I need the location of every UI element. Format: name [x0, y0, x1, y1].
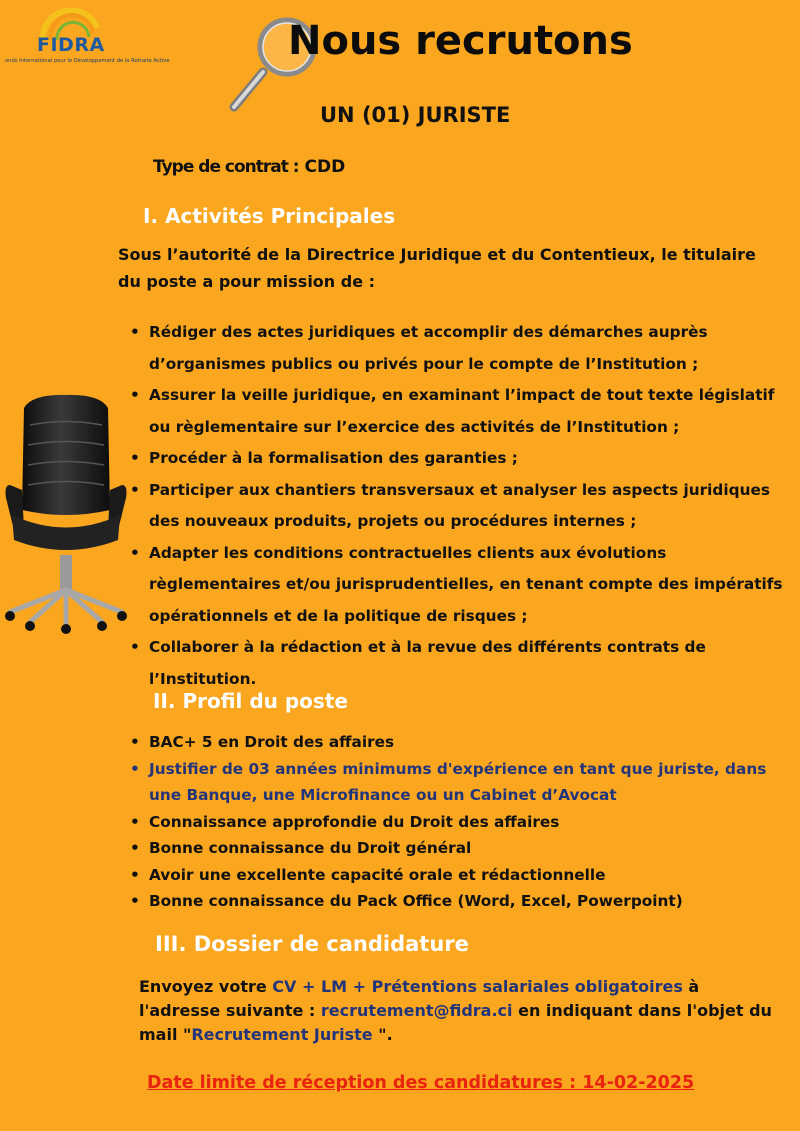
activities-list	[118, 317, 790, 695]
list-item: • Collaborer à la rédaction et à la revue des différents contrats de l’Institution.	[118, 632, 790, 695]
mail-subject: Recrutement Juriste	[191, 1025, 379, 1044]
list-item: • Justifier de 03 années minimums d'expérience en tant que juriste, dans une Banque, une Microfinance ou un Cabinet d’Avocat	[118, 756, 783, 809]
list-item: • Participer aux chantiers transversaux et analyser les aspects juridiques des nouveaux produits, projets ou procédures internes ;	[118, 475, 790, 538]
contract-type-label: Type de contrat :	[153, 157, 299, 177]
required-documents: CV + LM + Prétentions salariales obligatoires	[272, 977, 683, 996]
fidra-logo	[5, 6, 170, 70]
instruction-text: ".	[378, 1025, 393, 1044]
list-item: • Connaissance approfondie du Droit des affaires	[118, 809, 783, 836]
list-item: • Adapter les conditions contractuelles clients aux évolutions règlementaires et/ou jurisprudentielles, en tenant compte des impératifs opérationnels et de la politique de risques ;	[118, 538, 790, 633]
application-email[interactable]: recrutement@fidra.ci	[320, 1001, 513, 1020]
section-heading-application: III. Dossier de candidature	[155, 932, 469, 956]
list-item: • Rédiger des actes juridiques et accomplir des démarches auprès d’organismes publics ou privés pour le compte de l’Institution ;	[118, 317, 790, 380]
section-heading-activities: I. Activités Principales	[143, 204, 396, 228]
office-chair-image	[2, 390, 130, 635]
contract-type	[153, 157, 345, 177]
list-item: • Assurer la veille juridique, en examinant l’impact de tout texte législatif ou règlementaire sur l’exercice des activités de l’Institution ;	[118, 380, 790, 443]
list-item: • Procéder à la formalisation des garanties ;	[118, 443, 790, 475]
instruction-text: Envoyez votre	[139, 977, 273, 996]
logo-tagline: onds International pour le Développement de la Retraite Active	[5, 58, 170, 64]
instruction-text: à l'adresse suivante :	[139, 977, 700, 1020]
logo-wordmark: FIDRA	[37, 34, 105, 56]
list-item: • Bonne connaissance du Droit général	[118, 835, 783, 862]
activities-intro: Sous l’autorité de la Directrice Juridique et du Contentieux, le titulaire du poste a pour mission de :	[118, 245, 756, 291]
list-item: • BAC+ 5 en Droit des affaires	[118, 729, 783, 756]
list-item: • Avoir une excellente capacité orale et rédactionnelle	[118, 862, 783, 889]
job-title: UN (01) JURISTE	[320, 103, 511, 127]
instruction-text: en indiquant dans l'objet du mail "	[139, 1001, 772, 1044]
contract-type-value: CDD	[304, 157, 346, 177]
profile-list	[118, 729, 783, 915]
list-item: • Bonne connaissance du Pack Office (Word, Excel, Powerpoint)	[118, 888, 783, 915]
page-title: Nous recrutons	[288, 18, 633, 64]
application-instructions	[139, 975, 779, 1047]
application-deadline: Date limite de réception des candidatures : 14-02-2025	[147, 1073, 695, 1093]
section-heading-profile: II. Profil du poste	[153, 689, 348, 713]
